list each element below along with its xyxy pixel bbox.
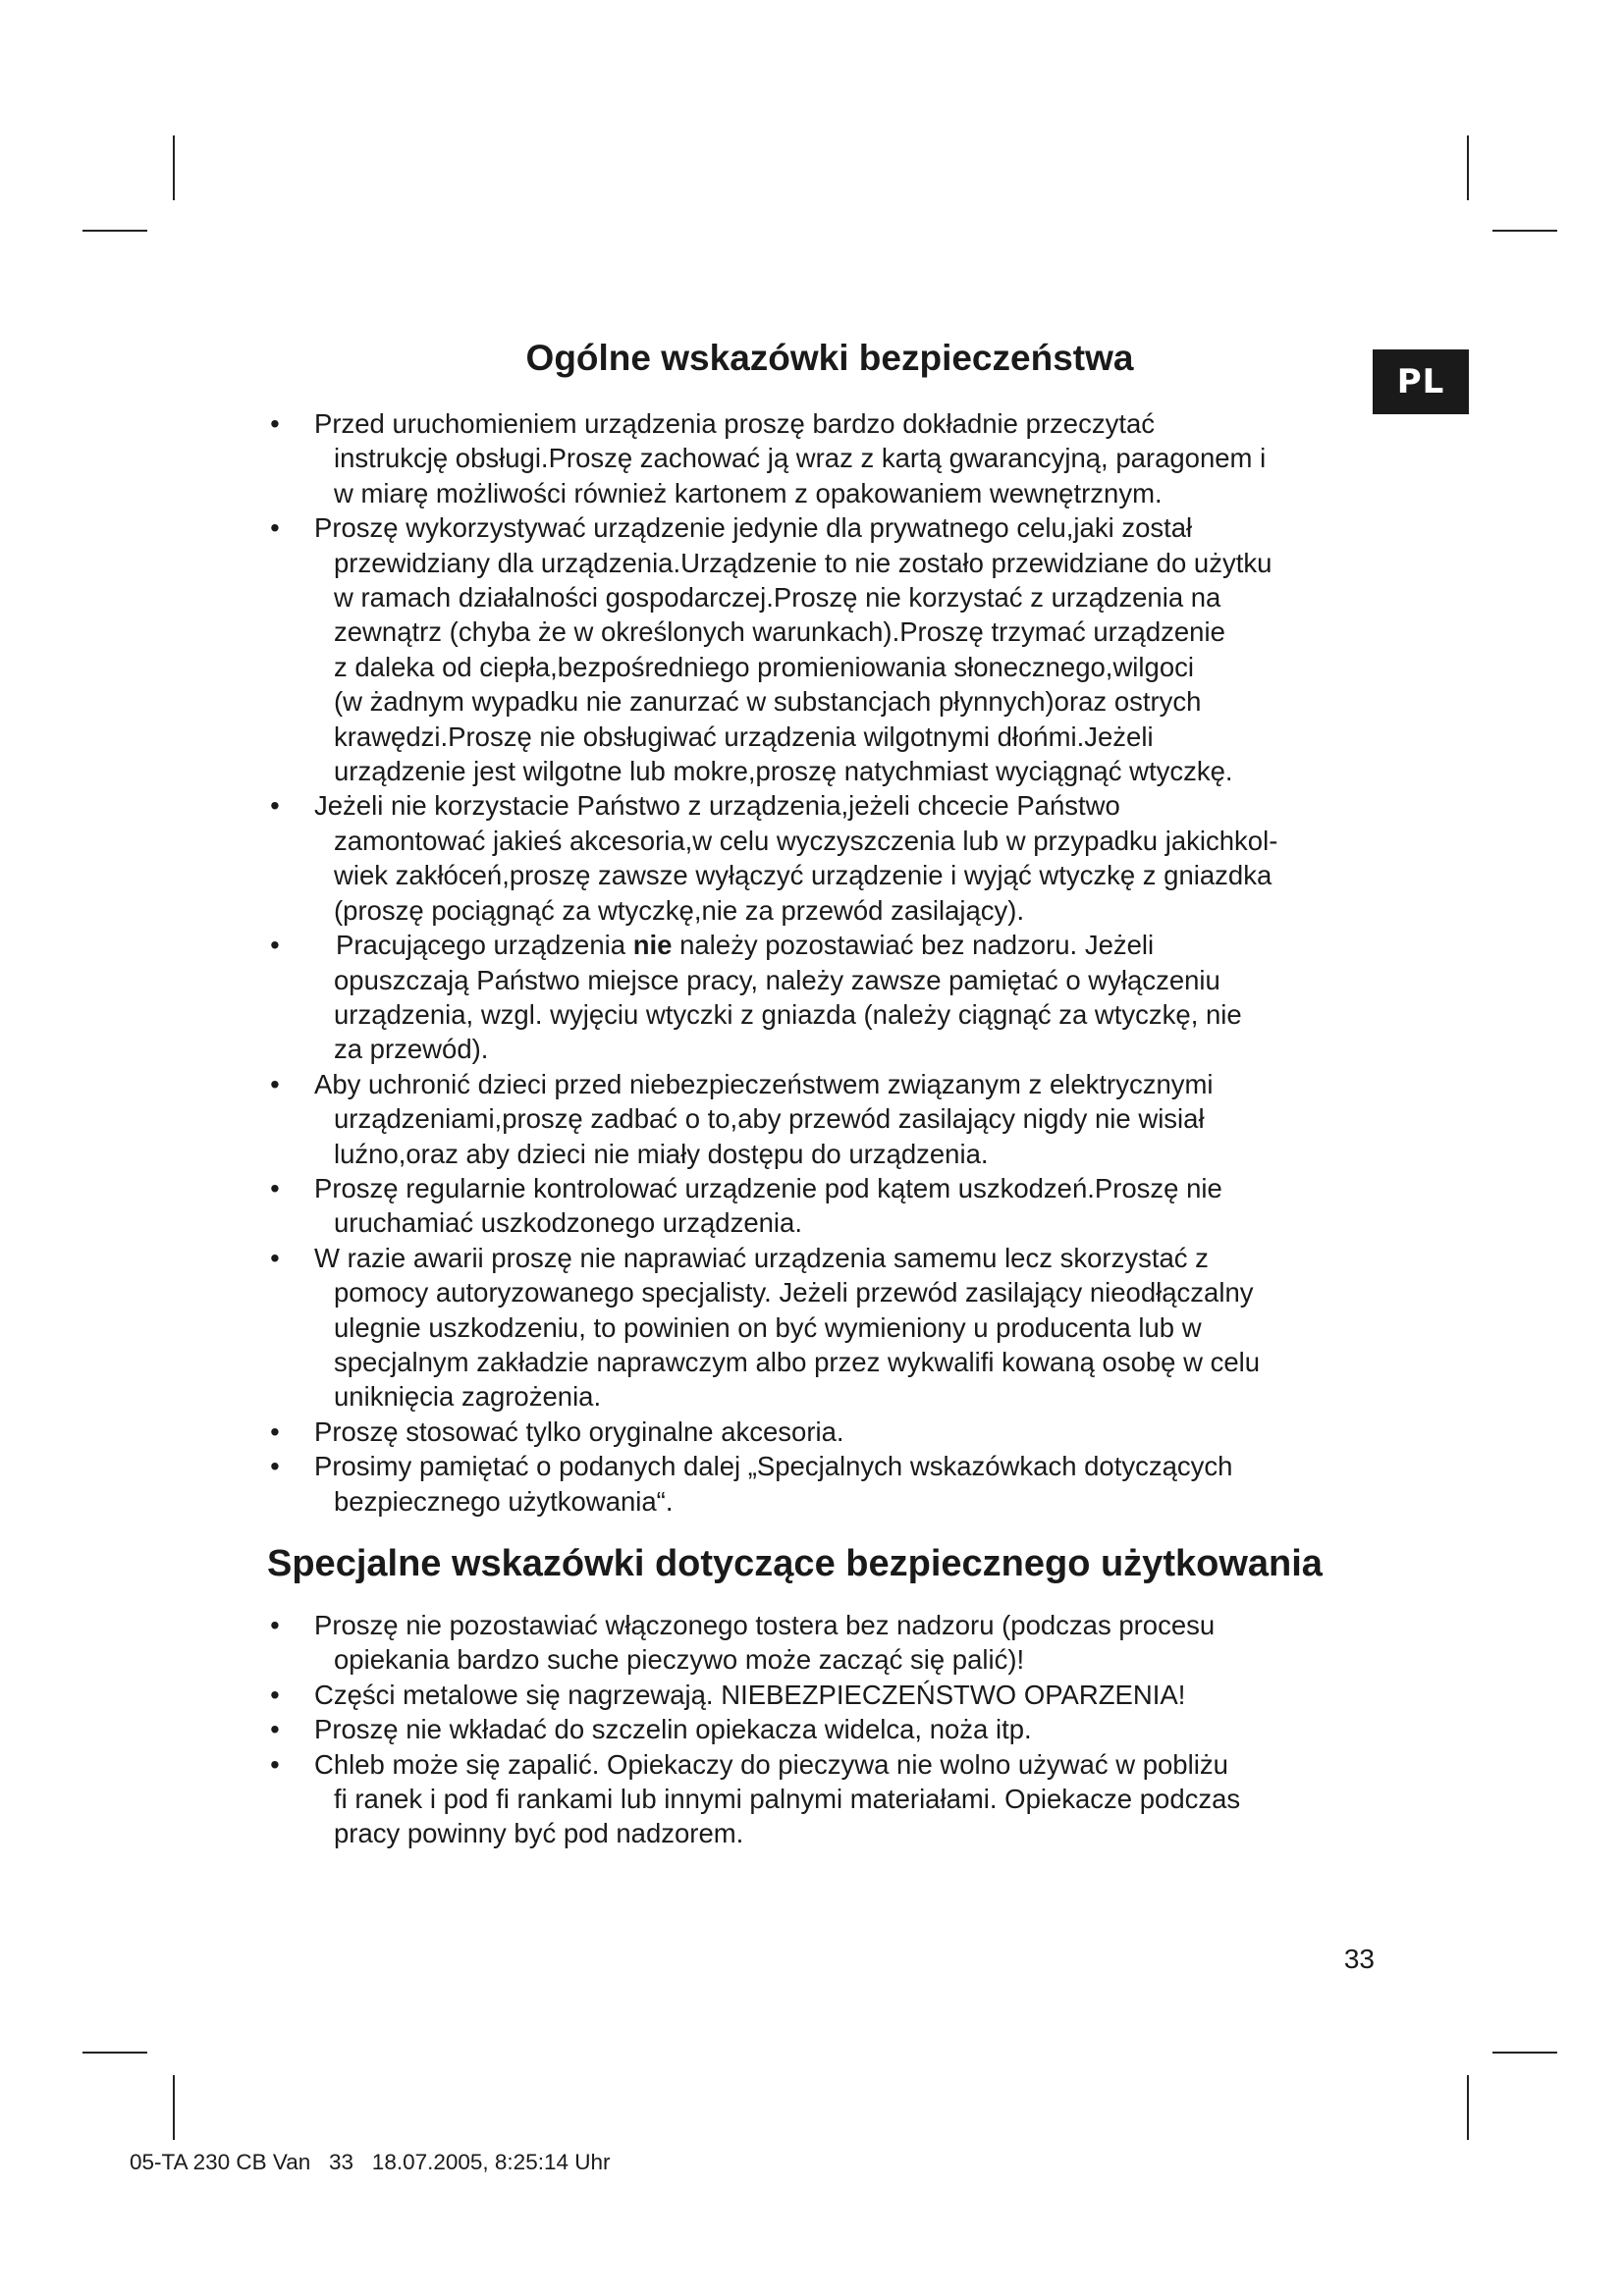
bullet-icon: •	[270, 408, 280, 439]
crop-mark-top-right-horizontal	[1492, 230, 1557, 232]
emphasis-nie: nie	[632, 930, 673, 961]
crop-mark-bottom-left-horizontal	[82, 2052, 147, 2054]
list-item: • Proszę stosować tylko oryginalne akcesoria.	[265, 1415, 1394, 1449]
bullet-icon: •	[270, 1748, 280, 1780]
list-item: • Przed uruchomieniem urządzenia proszę bardzo dokładnie przeczytać instrukcję obsługi.Proszę zachować ją wraz z kartą gwarancyjną, paragonem i w miarę możliwości również kartonem z opakowaniem wewnętrznym.	[265, 406, 1394, 510]
bullet-icon: •	[270, 1451, 280, 1482]
general-safety-list	[265, 406, 1394, 1519]
bullet-icon: •	[270, 512, 280, 544]
bullet-icon: •	[270, 1172, 280, 1203]
crop-mark-bottom-right-horizontal	[1492, 2052, 1557, 2054]
list-item: • Chleb może się zapalić. Opiekaczy do pieczywa nie wolno używać w pobliżu fi ranek i pod fi rankami lub innymi palnymi materiałami. Opiekacze podczas pracy powinny być pod nadzorem.	[265, 1747, 1394, 1851]
list-item: • Prosimy pamiętać o podanych dalej „Specjalnych wskazówkach dotyczących bezpiecznego użytkowania“.	[265, 1449, 1394, 1519]
section-title-special-safety: Specjalne wskazówki dotyczące bezpiecznego użytkowania	[267, 1543, 1323, 1584]
crop-mark-bottom-left-vertical	[173, 2075, 175, 2140]
bullet-icon: •	[270, 930, 280, 961]
list-item: • Jeżeli nie korzystacie Państwo z urządzenia,jeżeli chcecie Państwo zamontować jakieś akcesoria,w celu wyczyszczenia lub w przypadku jakichkol- wiek zakłóceń,proszę zawsze wyłączyć urządzenie i wyjąć wtyczkę z gniazdka (proszę pociągnąć za wtyczkę,nie za przewód zasilający).	[265, 788, 1394, 928]
crop-mark-top-left-horizontal	[82, 230, 147, 232]
crop-mark-top-right-vertical	[1467, 135, 1469, 200]
list-item: • Aby uchronić dzieci przed niebezpieczeństwem związanym z elektrycznymi urządzeniami,proszę zadbać o to,aby przewód zasilający nigdy nie wisiał luźno,oraz aby dzieci nie miały dostępu do urządzenia.	[265, 1067, 1394, 1171]
list-item: • Pracującego urządzenia nie należy pozostawiać bez nadzoru. Jeżeli opuszczają Państwo miejsce pracy, należy zawsze pamiętać o wyłączeniu urządzenia, wzgl. wyjęciu wtyczki z gniazda (należy ciągnąć za wtyczkę, nie za przewód).	[265, 928, 1394, 1067]
print-slug: 05-TA 230 CB Van 33 18.07.2005, 8:25:14 Uhr	[130, 2150, 611, 2174]
list-item: • W razie awarii proszę nie naprawiać urządzenia samemu lecz skorzystać z pomocy autoryzowanego specjalisty. Jeżeli przewód zasilający nieodłączalny ulegnie uszkodzeniu, to powinien on być wymieniony u producenta lub w specjalnym zakładzie naprawczym albo przez wykwalifi kowaną osobę w celu uniknięcia zagrożenia.	[265, 1241, 1394, 1415]
language-badge: PL	[1373, 349, 1469, 414]
crop-mark-top-left-vertical	[173, 135, 175, 200]
bullet-icon: •	[270, 790, 280, 822]
bullet-icon: •	[270, 1242, 280, 1273]
list-item: • Części metalowe się nagrzewają. NIEBEZPIECZEŃSTWO OPARZENIA!	[265, 1678, 1394, 1712]
section-title-general-safety: Ogólne wskazówki bezpieczeństwa	[525, 338, 1134, 378]
crop-mark-bottom-right-vertical	[1467, 2075, 1469, 2140]
list-item: • Proszę nie wkładać do szczelin opiekacza widelca, noża itp.	[265, 1712, 1394, 1746]
bullet-icon: •	[270, 1415, 280, 1447]
special-safety-list	[265, 1608, 1394, 1851]
bullet-icon: •	[270, 1068, 280, 1099]
list-item: • Proszę regularnie kontrolować urządzenie pod kątem uszkodzeń.Proszę nie uruchamiać uszkodzonego urządzenia.	[265, 1171, 1394, 1241]
bullet-icon: •	[270, 1610, 280, 1640]
bullet-icon: •	[270, 1714, 280, 1745]
list-item: • Proszę nie pozostawiać włączonego tostera bez nadzoru (podczas procesu opiekania bardzo suche pieczywo może zacząć się palić)!	[265, 1608, 1394, 1678]
page-number: 33	[1343, 1944, 1375, 1974]
list-item: • Proszę wykorzystywać urządzenie jedynie dla prywatnego celu,jaki został przewidziany dla urządzenia.Urządzenie to nie zostało przewidziane do użytku w ramach działalności gospodarczej.Proszę nie korzystać z urządzenia na zewnątrz (chyba że w określonych warunkach).Proszę trzymać urządzenie z daleka od ciepła,bezpośredniego promieniowania słonecznego,wilgoci (w żadnym wypadku nie zanurzać w substancjach płynnych)oraz ostrych krawędzi.Proszę nie obsługiwać urządzenia wilgotnymi dłońmi.Jeżeli urządzenie jest wilgotne lub mokre,proszę natychmiast wyciągnąć wtyczkę.	[265, 510, 1394, 788]
bullet-icon: •	[270, 1679, 280, 1710]
